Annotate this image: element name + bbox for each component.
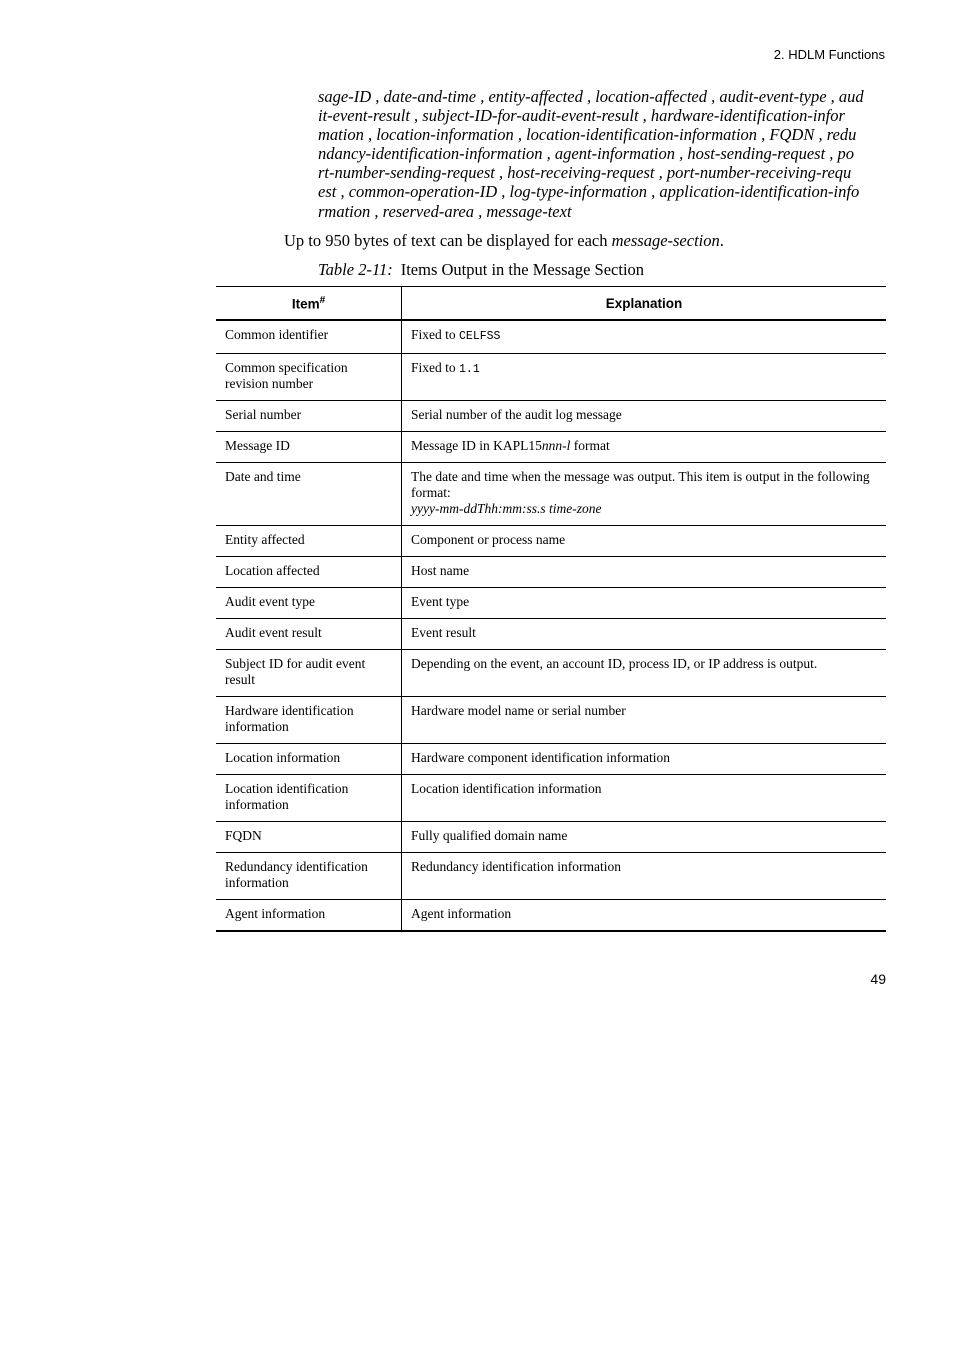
- table-row: [216, 619, 886, 650]
- cell-item: Message ID: [216, 432, 402, 463]
- table-row: [216, 822, 886, 853]
- cell-explanation: Event type: [402, 588, 887, 619]
- explanation-text: The date and time when the message was output. This item is output in the following format:: [411, 469, 870, 500]
- explanation-tail: format: [570, 438, 610, 453]
- field-list-line: sage-ID , date-and-time , entity-affected , location-affected , audit-event-type , aud: [318, 87, 864, 106]
- field-list-line: rt-number-sending-request , host-receiving-request , port-number-receiving-requ: [318, 163, 852, 182]
- cell-explanation: Redundancy identification information: [402, 853, 887, 900]
- table-caption-title: Items Output in the Message Section: [400, 260, 645, 279]
- cell-item: Agent information: [216, 900, 402, 932]
- cell-item: Common specification revision number: [216, 354, 402, 401]
- cell-item: Hardware identification information: [216, 697, 402, 744]
- table-row: [216, 900, 886, 932]
- table-row: [216, 432, 886, 463]
- cell-item: Entity affected: [216, 526, 402, 557]
- table-caption: [318, 260, 644, 280]
- cell-explanation: Component or process name: [402, 526, 887, 557]
- code-value: CELFSS: [459, 330, 501, 343]
- table-row: [216, 775, 886, 822]
- table-row: [216, 526, 886, 557]
- cell-item: Location information: [216, 744, 402, 775]
- field-list-line: rmation , reserved-area , message-text: [318, 202, 572, 221]
- cell-explanation: [402, 354, 887, 401]
- explanation-italic: nnn-l: [541, 438, 571, 453]
- footnote-mark: #: [319, 294, 326, 306]
- table-row: [216, 853, 886, 900]
- items-table: [216, 286, 886, 932]
- cell-item: Common identifier: [216, 320, 402, 354]
- table-row: [216, 463, 886, 526]
- table-row: [216, 650, 886, 697]
- paragraph-end: .: [719, 231, 724, 250]
- paragraph-emphasis: message-section: [611, 231, 720, 250]
- column-header-item-label: Item: [291, 296, 320, 312]
- field-list-line: it-event-result , subject-ID-for-audit-event-result , hardware-identification-infor: [318, 106, 845, 125]
- cell-item: Audit event type: [216, 588, 402, 619]
- explanation-text: Message ID in KAPL15: [411, 438, 542, 453]
- field-list-line: est , common-operation-ID , log-type-information , application-identification-info: [318, 182, 860, 201]
- table-caption-label: Table 2-11:: [318, 260, 393, 279]
- code-value: 1.1: [459, 363, 480, 376]
- explanation-text: Fixed to: [411, 327, 460, 342]
- table-row: [216, 697, 886, 744]
- column-header-explanation: Explanation: [402, 287, 887, 321]
- date-format-line: yyyy-mm-ddThh:mm:ss.s time-zone: [411, 501, 602, 516]
- paragraph-text: Up to 950 bytes of text can be displayed for each: [284, 231, 612, 250]
- table-row: [216, 588, 886, 619]
- cell-item: Redundancy identification information: [216, 853, 402, 900]
- cell-explanation: Event result: [402, 619, 887, 650]
- table-row: [216, 557, 886, 588]
- cell-explanation: Serial number of the audit log message: [402, 401, 887, 432]
- body-paragraph: [284, 231, 724, 251]
- cell-item: Location identification information: [216, 775, 402, 822]
- table-row: [216, 354, 886, 401]
- cell-explanation: Hardware component identification information: [402, 744, 887, 775]
- cell-explanation: [402, 432, 887, 463]
- cell-item: Audit event result: [216, 619, 402, 650]
- cell-explanation: Host name: [402, 557, 887, 588]
- cell-item: FQDN: [216, 822, 402, 853]
- column-header-item: [216, 287, 402, 321]
- field-list-line: mation , location-information , location-identification-information , FQDN , redu: [318, 125, 857, 144]
- table-row: [216, 320, 886, 354]
- cell-explanation: Location identification information: [402, 775, 887, 822]
- cell-explanation: Agent information: [402, 900, 887, 932]
- cell-explanation: Depending on the event, an account ID, process ID, or IP address is output.: [402, 650, 887, 697]
- cell-explanation: [402, 320, 887, 354]
- page-number: 49: [870, 971, 886, 987]
- running-header: 2. HDLM Functions: [773, 47, 885, 62]
- cell-explanation: Fully qualified domain name: [402, 822, 887, 853]
- table-row: [216, 744, 886, 775]
- cell-item: Date and time: [216, 463, 402, 526]
- cell-item: Serial number: [216, 401, 402, 432]
- table-header-row: [216, 287, 886, 321]
- explanation-text: Fixed to: [411, 360, 460, 375]
- cell-item: Location affected: [216, 557, 402, 588]
- table-row: [216, 401, 886, 432]
- cell-explanation: Hardware model name or serial number: [402, 697, 887, 744]
- cell-explanation: [402, 463, 887, 526]
- field-list-line: ndancy-identification-information , agent-information , host-sending-request , po: [318, 144, 855, 163]
- cell-item: Subject ID for audit event result: [216, 650, 402, 697]
